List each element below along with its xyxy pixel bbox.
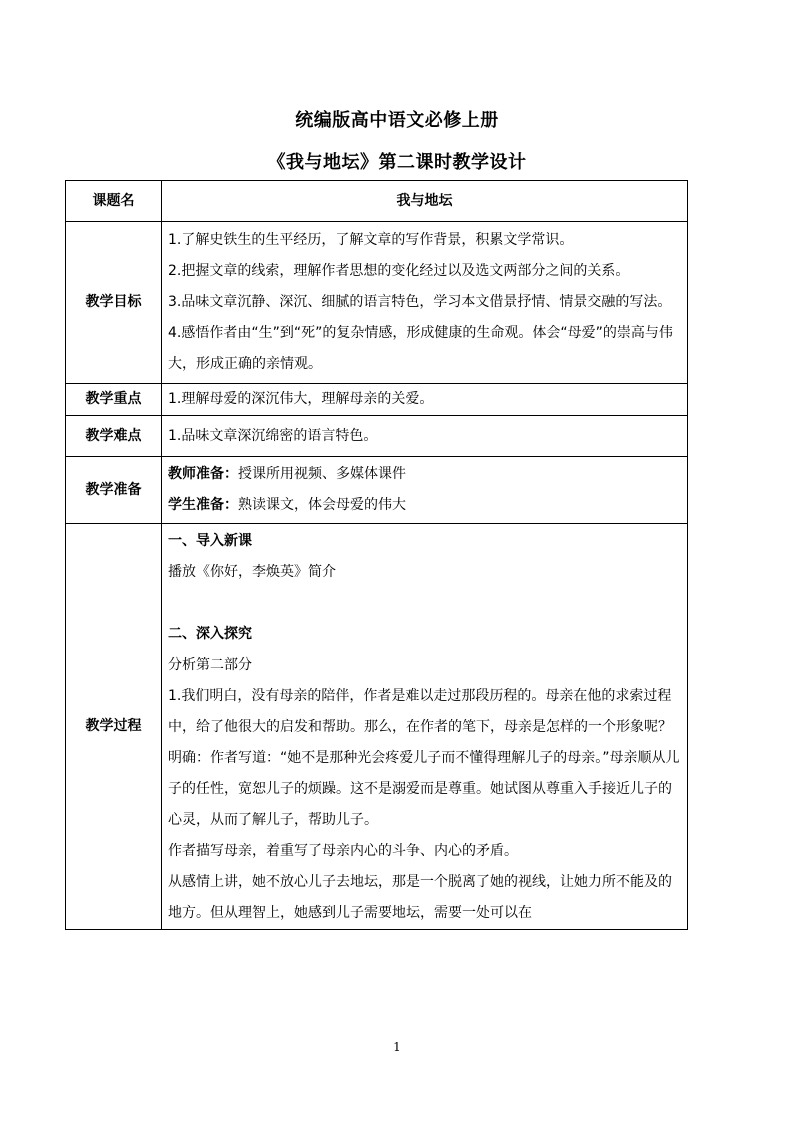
- process-paragraph: 1.我们明白，没有母亲的陪伴，作者是难以走过那段历程的。母亲在他的求索过程中，给了他很大的启发和帮助。那么，在作者的笔下，母亲是怎样的一个形象呢？: [168, 688, 672, 735]
- teacher-preparation-label: 教师准备：: [168, 466, 238, 482]
- process-line: 分析第二部分: [168, 657, 252, 673]
- preparation-label: 教学准备: [66, 457, 162, 524]
- process-label: 教学过程: [66, 524, 162, 930]
- student-preparation-value: 熟读课文，体会母爱的伟大: [238, 497, 406, 513]
- process-cell: [162, 524, 688, 930]
- goal-item: 4.感悟作者由“生”到“死”的复杂情感，形成健康的生命观。体会“母爱”的崇高与伟大，形成正确的亲情观。: [168, 325, 673, 372]
- table-row-goals: [66, 222, 688, 384]
- page-number: 1: [393, 1040, 401, 1054]
- difficulties-value: 1.品味文章深沉绵密的语言特色。: [162, 416, 688, 457]
- process-heading: 二、深入探究: [168, 626, 252, 642]
- difficulties-label: 教学难点: [66, 416, 162, 457]
- blank-line: [168, 588, 681, 619]
- table-row-key-points: [66, 384, 688, 416]
- goals-label: 教学目标: [66, 222, 162, 384]
- student-preparation-label: 学生准备：: [168, 497, 238, 513]
- topic-label: 课题名: [66, 181, 162, 222]
- table-row-difficulties: [66, 416, 688, 457]
- document-title: 统编版高中语文必修上册: [295, 110, 499, 131]
- process-paragraph: 明确：作者写道：“她不是那种光会疼爱儿子而不懂得理解儿子的母亲。”母亲顺从儿子的任性，宽恕儿子的烦躁。这不是溺爱而是尊重。她试图从尊重入手接近儿子的心灵，从而了解儿子，帮助儿子。: [168, 750, 680, 828]
- key-points-value: 1.理解母爱的深沉伟大，理解母亲的关爱。: [162, 384, 688, 416]
- preparation-cell: [162, 457, 688, 524]
- lesson-plan-table: [65, 180, 688, 930]
- teacher-preparation-value: 授课所用视频、多媒体课件: [238, 466, 406, 482]
- process-line: 播放《你好，李焕英》简介: [168, 564, 336, 580]
- goal-item: 1.了解史铁生的生平经历，了解文章的写作背景，积累文学常识。: [168, 232, 574, 248]
- key-points-label: 教学重点: [66, 384, 162, 416]
- table-row-preparation: [66, 457, 688, 524]
- process-heading: 一、导入新课: [168, 533, 252, 549]
- goals-cell: [162, 222, 688, 384]
- goal-item: 3.品味文章沉静、深沉、细腻的语言特色，学习本文借景抒情、情景交融的写法。: [168, 294, 672, 310]
- goal-item: 2.把握文章的线索，理解作者思想的变化经过以及选文两部分之间的关系。: [168, 263, 630, 279]
- table-row-process: [66, 524, 688, 930]
- table-row-topic: [66, 181, 688, 222]
- topic-value: 我与地坛: [162, 181, 688, 222]
- student-preparation: [168, 490, 681, 521]
- process-paragraph: 作者描写母亲，着重写了母亲内心的斗争、内心的矛盾。: [168, 843, 518, 859]
- document-subtitle: 《我与地坛》第二课时教学设计: [267, 152, 527, 173]
- process-paragraph: 从感情上讲，她不放心儿子去地坛，那是一个脱离了她的视线，让她力所不能及的地方。但从理智上，她感到儿子需要地坛，需要一处可以在: [168, 874, 672, 921]
- teacher-preparation: [168, 459, 681, 490]
